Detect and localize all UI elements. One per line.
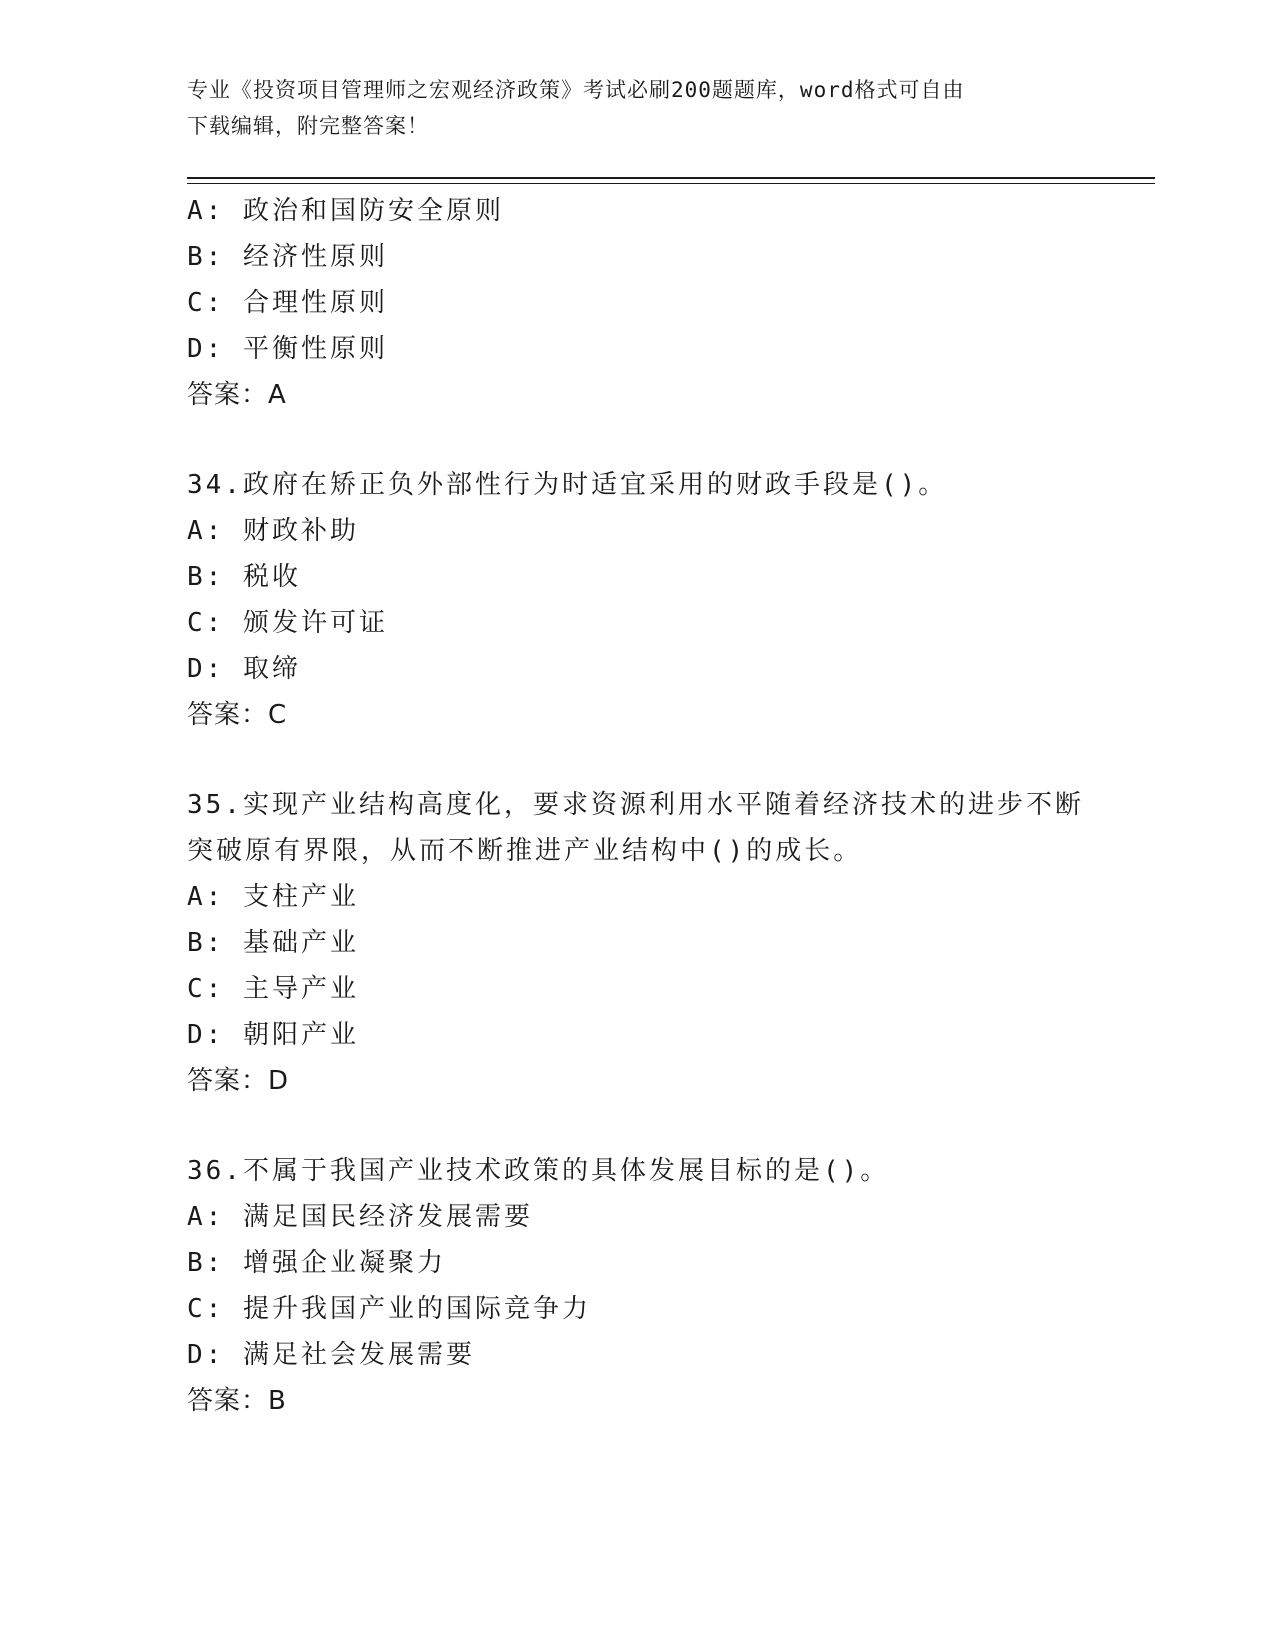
option-a: A: 支柱产业 bbox=[187, 882, 359, 912]
answer: 答案：C bbox=[187, 700, 288, 730]
question-stem-line-1: 35.实现产业结构高度化，要求资源利用水平随着经济技术的进步不断 bbox=[187, 790, 1084, 820]
option-b: B: 基础产业 bbox=[187, 928, 359, 958]
answer: 答案：B bbox=[187, 1386, 287, 1416]
document-header bbox=[187, 72, 1087, 144]
option-d: D: 平衡性原则 bbox=[187, 334, 388, 364]
header-line-2: 下载编辑，附完整答案！ bbox=[187, 114, 429, 138]
question-stem: 36.不属于我国产业技术政策的具体发展目标的是()。 bbox=[187, 1156, 890, 1186]
option-a: A: 政治和国防安全原则 bbox=[187, 196, 504, 226]
option-a: A: 满足国民经济发展需要 bbox=[187, 1202, 533, 1232]
question-stem-line-2: 突破原有界限，从而不断推进产业结构中()的成长。 bbox=[187, 836, 863, 866]
option-c: C: 提升我国产业的国际竞争力 bbox=[187, 1294, 591, 1324]
option-b: B: 税收 bbox=[187, 562, 301, 592]
header-line-1: 专业《投资项目管理师之宏观经济政策》考试必刷200题题库，word格式可自由 bbox=[187, 78, 965, 102]
option-b: B: 经济性原则 bbox=[187, 242, 388, 272]
answer: 答案：A bbox=[187, 380, 287, 410]
question-34 bbox=[187, 462, 1087, 738]
option-b: B: 增强企业凝聚力 bbox=[187, 1248, 446, 1278]
answer: 答案：D bbox=[187, 1066, 290, 1096]
header-divider-thin bbox=[187, 183, 1155, 184]
option-d: D: 取缔 bbox=[187, 654, 301, 684]
question-33 bbox=[187, 188, 1087, 418]
option-c: C: 主导产业 bbox=[187, 974, 359, 1004]
option-d: D: 满足社会发展需要 bbox=[187, 1340, 475, 1370]
option-d: D: 朝阳产业 bbox=[187, 1020, 359, 1050]
spacer bbox=[187, 418, 1087, 462]
spacer bbox=[187, 1104, 1087, 1148]
option-c: C: 合理性原则 bbox=[187, 288, 388, 318]
question-35 bbox=[187, 782, 1087, 1104]
question-stem: 34.政府在矫正负外部性行为时适宜采用的财政手段是()。 bbox=[187, 470, 948, 500]
option-c: C: 颁发许可证 bbox=[187, 608, 388, 638]
question-list bbox=[187, 188, 1087, 1424]
question-36 bbox=[187, 1148, 1087, 1424]
header-divider-thick bbox=[187, 177, 1155, 179]
spacer bbox=[187, 738, 1087, 782]
option-a: A: 财政补助 bbox=[187, 516, 359, 546]
